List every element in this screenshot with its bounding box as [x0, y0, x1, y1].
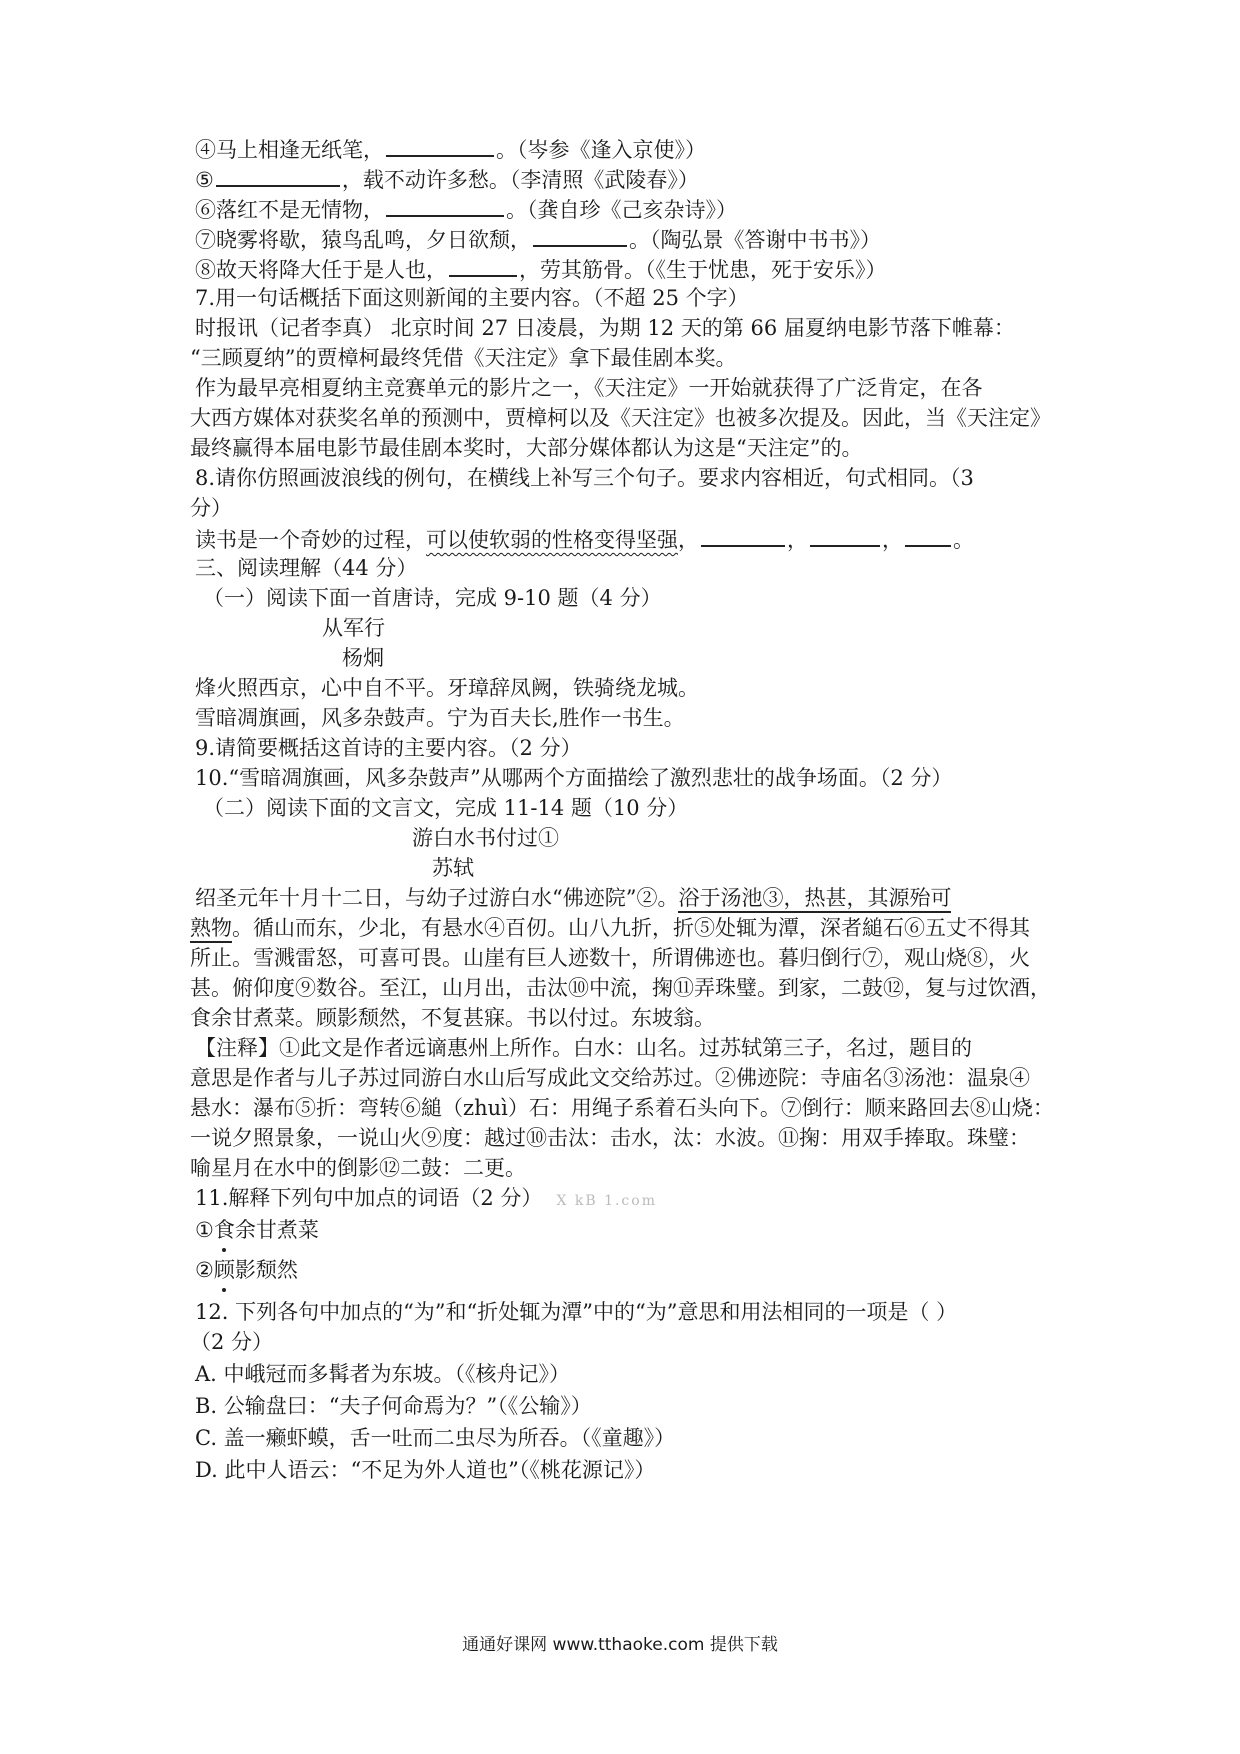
watermark: X kB 1.com	[556, 1193, 657, 1209]
underlined-sentence: 熟物	[190, 916, 232, 943]
dotted-word: 食	[214, 1215, 235, 1245]
classical-text: 绍圣元年十月十二日，与幼子过游白水“佛迹院”②。	[195, 886, 679, 910]
q12-option-a: A. 中峨冠而多髯者为东坡。（《核舟记》）	[195, 1362, 571, 1386]
q6-line-6	[195, 193, 1075, 225]
q7-news-line: “三顾夏纳”的贾樟柯最终凭借《天注定》拿下最佳剧本奖。	[190, 346, 737, 370]
q7-news-line: 作为最早亮相夏纳主竞赛单元的影片之一，《天注定》一开始就获得了广泛肯定，在各	[195, 376, 983, 400]
notes-line: 喻星月在水中的倒影⑫二鼓：二更。	[190, 1156, 526, 1180]
answer-blank[interactable]	[386, 193, 504, 217]
q7-title: 7.用一句话概括下面这则新闻的主要内容。（不超 25 个字）	[195, 286, 749, 310]
classical-text: 。循山而东，少北，有悬水④百仞。山八九折，折⑤处辄为潭，深者縋石⑥五丈不得其	[232, 916, 1030, 940]
q6-line-5-source: ，载不动许多愁。（李清照《武陵春》）	[341, 168, 699, 192]
q12-option-c: C. 盖一癞虾蟆，舌一吐而二虫尽为所吞。（《童趣》）	[195, 1426, 676, 1450]
answer-blank[interactable]	[701, 523, 785, 547]
answer-blank[interactable]	[905, 523, 951, 547]
item-number: ②	[195, 1258, 214, 1282]
q6-line-8	[195, 253, 1075, 285]
q8-period: 。	[953, 528, 974, 552]
answer-blank[interactable]	[533, 223, 627, 247]
q10-text: 10.“雪暗凋旗画，风多杂鼓声”从哪两个方面描绘了激烈悲壮的战争场面。（2 分）	[195, 766, 953, 790]
dotted-word: 顾	[214, 1255, 235, 1285]
item-number: ①	[195, 1218, 214, 1242]
q8-example	[195, 523, 1075, 555]
classical-line: 所止。雪溅雷怒，可喜可畏。山崖有巨人迹数十，所谓佛迹也。暮归倒行⑦，观山烧⑧，火	[190, 946, 1030, 970]
q7-news-line: 大西方媒体对获奖名单的预测中，贾樟柯以及《天注定》也被多次提及。因此，当《天注定》	[190, 406, 1051, 430]
q12-title-cont: （2 分）	[190, 1330, 274, 1354]
answer-blank[interactable]	[216, 163, 340, 187]
q6-line-7-text: ⑦晓雾将歇，猿鸟乱鸣，夕日欲颓，	[195, 228, 531, 252]
poem-title: 从军行	[322, 616, 385, 640]
item-text: 余甘煮菜	[234, 1218, 319, 1242]
q6-line-4	[195, 133, 1075, 165]
q7-news-line: 时报讯（记者李真） 北京时间 27 日凌晨，为期 12 天的第 66 届夏纳电影节落下帷幕：	[195, 316, 1015, 340]
answer-blank[interactable]	[810, 523, 880, 547]
q6-line-8-text: ⑧故天将降大任于是人也，	[195, 258, 447, 282]
q6-line-4-source: 。（岑参《逢入京使》）	[496, 138, 706, 162]
q9-text: 9.请简要概括这首诗的主要内容。（2 分）	[195, 736, 582, 760]
q8-title-cont: 分）	[190, 496, 232, 520]
section-heading: 三、阅读理解（44 分）	[195, 556, 418, 580]
q11-title	[195, 1183, 1075, 1216]
q12-option-b: B. 公输盘曰：“夫子何命焉为？”（《公输》）	[195, 1394, 592, 1418]
q11-title-text: 11.解释下列句中加点的词语（2 分）	[195, 1186, 543, 1210]
q12-title: 12. 下列各句中加点的“为”和“折处辄为潭”中的“为”意思和用法相同的一项是（ ）	[195, 1300, 958, 1324]
notes-line: 【注释】①此文是作者远谪惠州上所作。白水：山名。过苏轼第三子，名过，题目的	[195, 1036, 972, 1060]
q6-line-6-text: ⑥落红不是无情物，	[195, 198, 384, 222]
q6-line-4-text: ④马上相逢无纸笔，	[195, 138, 384, 162]
part1-heading: （一）阅读下面一首唐诗，完成 9-10 题（4 分）	[203, 586, 662, 610]
answer-blank[interactable]	[449, 253, 517, 277]
q8-comma: ，	[882, 528, 903, 552]
answer-blank[interactable]	[386, 133, 494, 157]
q8-comma: ，	[787, 528, 808, 552]
q6-line-7	[195, 223, 1075, 255]
classical-line: 甚。俯仰度⑨数谷。至江，山月出，击汰⑩中流，掬⑪弄珠璧。到家，二鼓⑫，复与过饮酒，	[190, 976, 1051, 1000]
poem-line: 烽火照西京，心中自不平。牙璋辞凤阙，铁骑绕龙城。	[195, 676, 699, 700]
classical-line	[195, 883, 1075, 913]
q11-item-a	[195, 1215, 1075, 1245]
text-author: 苏轼	[432, 856, 474, 880]
classical-line	[190, 913, 1070, 943]
q6-line-6-source: 。（龚自珍《己亥杂诗》）	[506, 198, 737, 222]
q7-news-line: 最终赢得本届电影节最佳剧本奖时，大部分媒体都认为这是“天注定”的。	[190, 436, 863, 460]
q6-line-5	[195, 163, 1075, 195]
q6-line-5-text: ⑤	[195, 168, 214, 192]
poem-line: 雪暗凋旗画，风多杂鼓声。宁为百夫长,胜作一书生。	[195, 706, 685, 730]
page-footer: 通通好课网 www.tthaoke.com 提供下载	[462, 1635, 778, 1655]
classical-line: 食余甘煮菜。顾影颓然，不复甚寐。书以付过。东坡翁。	[190, 1006, 715, 1030]
q6-line-8-source: ，劳其筋骨。（《生于忧患，死于安乐》）	[519, 258, 887, 282]
part2-heading: （二）阅读下面的文言文，完成 11-14 题（10 分）	[203, 796, 689, 820]
poem-author: 杨炯	[342, 646, 384, 670]
q8-example-start: 读书是一个奇妙的过程，	[195, 528, 426, 552]
item-text: 影颓然	[234, 1258, 298, 1282]
notes-line: 意思是作者与儿子苏过同游白水山后写成此文交给苏过。②佛迹院：寺庙名③汤池：温泉④	[190, 1066, 1030, 1090]
q6-line-7-source: 。（陶弘景《答谢中书书》）	[629, 228, 881, 252]
q8-comma: ，	[678, 528, 699, 552]
q8-wavy-example: 可以使软弱的性格变得坚强	[426, 528, 678, 552]
notes-line: 一说夕照景象，一说山火⑨度：越过⑩击汰：击水，汰：水波。⑪掬：用双手捧取。珠璧：	[190, 1126, 1030, 1150]
q12-option-d: D. 此中人语云：“不足为外人道也”（《桃花源记》）	[195, 1458, 656, 1482]
notes-line: 悬水：瀑布⑤折：弯转⑥縋（zhuì）石：用绳子系着石头向下。⑦倒行：顺来路回去⑧山烧：	[190, 1096, 1054, 1120]
q11-item-b	[195, 1255, 1075, 1285]
text-title: 游白水书付过①	[412, 826, 559, 850]
underlined-sentence: 浴于汤池③，热甚，其源殆可	[678, 886, 951, 913]
q8-title: 8.请你仿照画波浪线的例句，在横线上补写三个句子。要求内容相近，句式相同。（3	[195, 466, 974, 490]
